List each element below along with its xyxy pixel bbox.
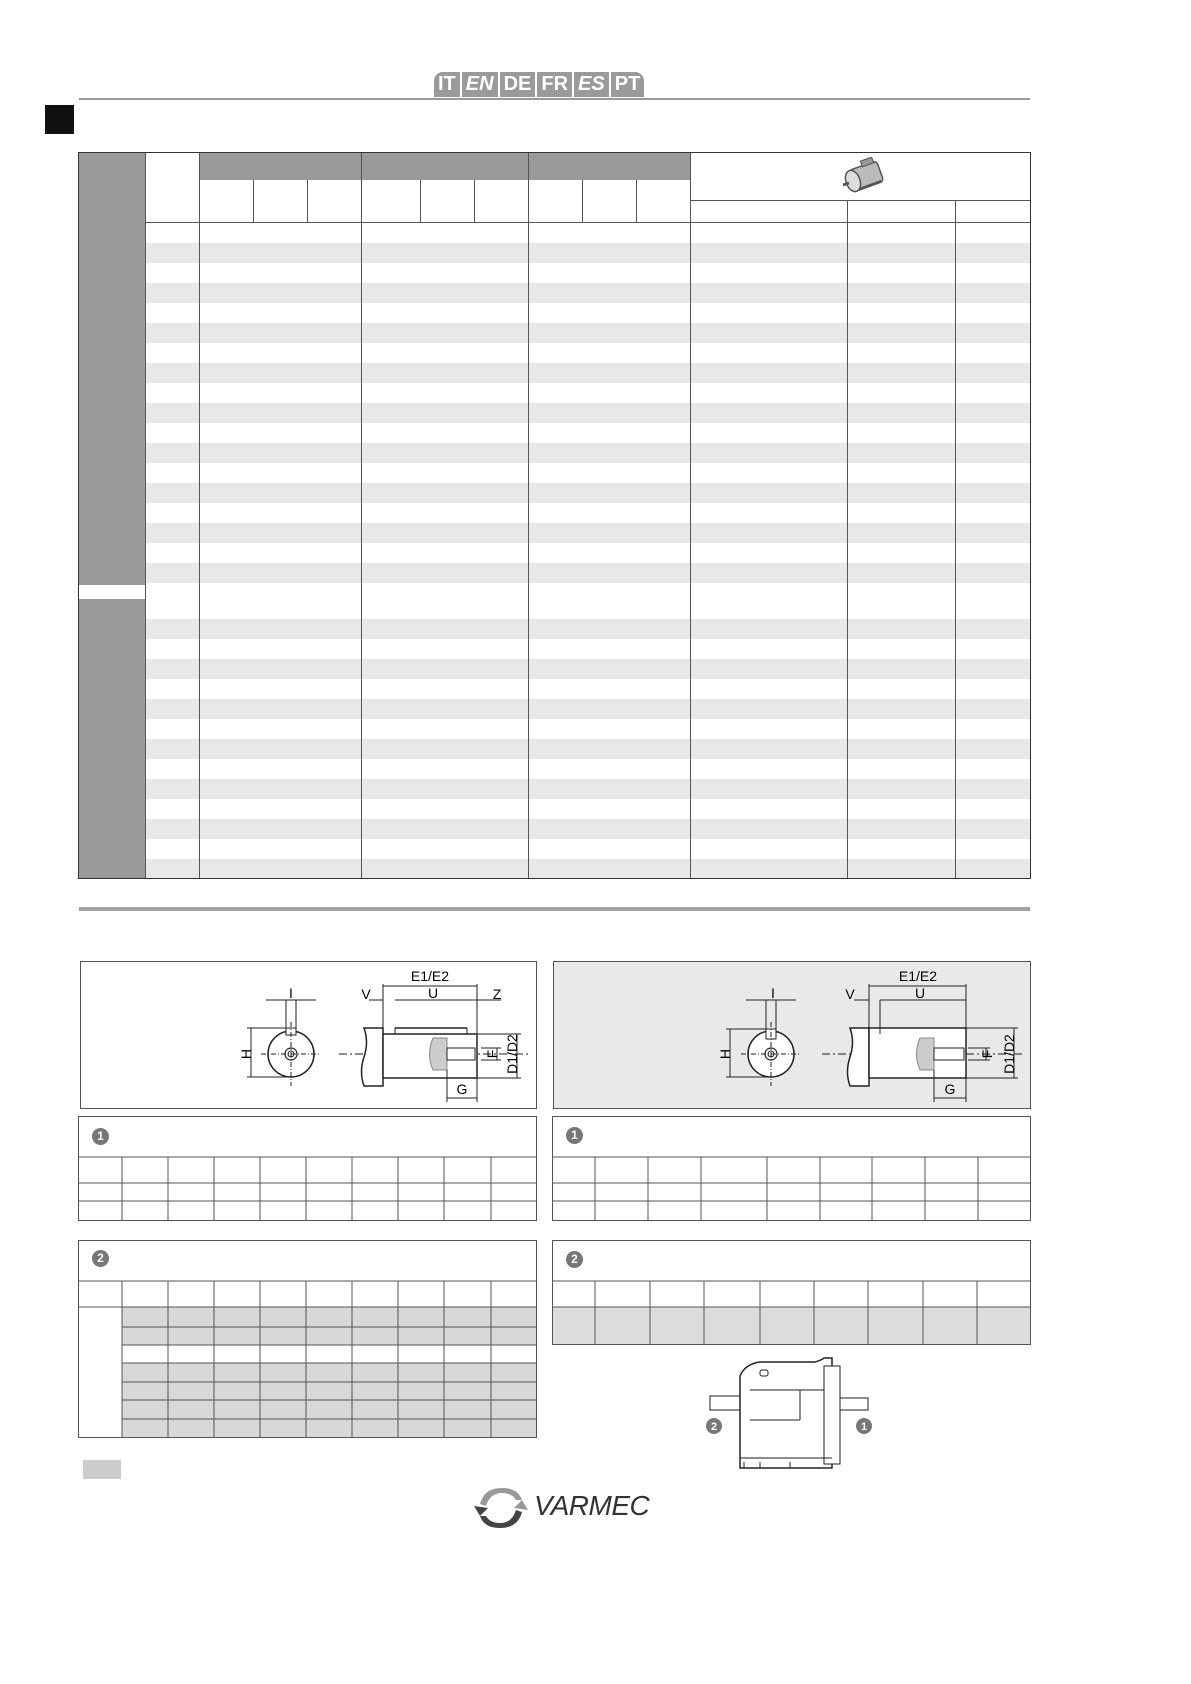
- lang-tab-en[interactable]: EN: [462, 72, 500, 97]
- lang-tab-pt[interactable]: PT: [611, 72, 645, 97]
- table-row: [145, 323, 1031, 343]
- varmec-logo-icon: [472, 1482, 530, 1532]
- table-row: [145, 659, 1031, 679]
- col-divider: [528, 153, 529, 879]
- table-row: [145, 699, 1031, 719]
- marker-one: 1: [92, 1128, 109, 1145]
- shaft-table-1-right: [552, 1116, 1031, 1221]
- marker-one: 1: [566, 1127, 583, 1144]
- group-label-lower: [79, 599, 145, 879]
- motor-icon: [839, 157, 893, 201]
- grid-1-left: [79, 1117, 536, 1220]
- section-divider: [79, 907, 1030, 911]
- col-divider: [955, 200, 956, 879]
- gearbox-drawing: [700, 1356, 880, 1478]
- table-row: [145, 403, 1031, 423]
- shaft-diagram-right: [553, 961, 1031, 1109]
- lang-tab-it[interactable]: IT: [434, 72, 462, 97]
- col-divider: [253, 180, 254, 223]
- table-row: [145, 619, 1031, 639]
- dim-label-v: V: [845, 986, 855, 1002]
- table-row: [145, 283, 1031, 303]
- dim-label-e: E1/E2: [898, 968, 938, 984]
- marker-two: 2: [566, 1251, 583, 1268]
- dim-label-f: F: [979, 1049, 995, 1059]
- column-group-header-1: [199, 153, 361, 180]
- col-divider: [847, 200, 848, 879]
- shaft-drawing-left: [81, 962, 538, 1110]
- col-divider: [307, 180, 308, 223]
- language-selector: [434, 72, 644, 97]
- col-divider: [199, 153, 200, 879]
- table-row: [145, 243, 1031, 263]
- dim-label-d: D1/D2: [1001, 1034, 1017, 1074]
- table-row: [145, 523, 1031, 543]
- section-marker: [45, 105, 74, 134]
- col-divider: [690, 153, 691, 879]
- col-divider: [145, 153, 146, 879]
- col-divider: [474, 180, 475, 223]
- lang-tab-es[interactable]: ES: [574, 72, 611, 97]
- lang-tab-de[interactable]: DE: [500, 72, 538, 97]
- table-row: [145, 739, 1031, 759]
- shaft-drawing-right: [554, 962, 1032, 1110]
- col-divider: [636, 180, 637, 223]
- column-group-header-2: [362, 153, 528, 180]
- dim-label-i: I: [771, 985, 775, 1001]
- dim-label-f: F: [484, 1049, 500, 1059]
- column-group-header-3: [529, 153, 690, 180]
- table-row: [145, 563, 1031, 583]
- shaft-table-2-right: [552, 1240, 1031, 1345]
- col-divider: [420, 180, 421, 223]
- dim-label-u: U: [914, 985, 926, 1001]
- marker-one: 1: [860, 1421, 868, 1433]
- table-row: [145, 483, 1031, 503]
- marker-two: 2: [710, 1421, 718, 1433]
- table-row: [145, 779, 1031, 799]
- dim-label-g: G: [944, 1081, 956, 1097]
- marker-two: 2: [92, 1250, 109, 1267]
- header-rule: [79, 98, 1030, 100]
- dimension-table: [78, 152, 1031, 879]
- brand-logo: [472, 1482, 652, 1532]
- dim-label-h: H: [238, 1048, 254, 1060]
- brand-name: VARMEC: [534, 1490, 650, 1521]
- table-row: [145, 859, 1031, 879]
- table-row: [145, 819, 1031, 839]
- dim-label-v: V: [361, 986, 371, 1002]
- shaft-table-2-left: [78, 1240, 537, 1438]
- header-sub-rule: [691, 200, 1031, 201]
- shaft-diagram-left: [80, 961, 537, 1109]
- group-label-upper: [79, 223, 145, 585]
- table-corner-header: [79, 153, 145, 223]
- dim-label-z: Z: [492, 986, 502, 1002]
- page-number-box: [83, 1460, 121, 1479]
- grid-1-right: [553, 1117, 1030, 1220]
- grid-2-left: [79, 1241, 536, 1437]
- lang-tab-fr[interactable]: FR: [537, 72, 574, 97]
- dim-label-g: G: [456, 1081, 468, 1097]
- dim-label-d: D1/D2: [504, 1034, 520, 1074]
- grid-2-right: [553, 1241, 1030, 1344]
- table-row: [145, 363, 1031, 383]
- dim-label-e: E1/E2: [410, 968, 450, 984]
- dim-label-i: I: [289, 985, 293, 1001]
- header-bottom-rule: [145, 222, 1031, 223]
- table-row: [145, 443, 1031, 463]
- col-divider: [361, 153, 362, 879]
- dim-label-u: U: [427, 985, 439, 1001]
- col-divider: [582, 180, 583, 223]
- shaft-table-1-left: [78, 1116, 537, 1221]
- dim-label-h: H: [717, 1048, 733, 1060]
